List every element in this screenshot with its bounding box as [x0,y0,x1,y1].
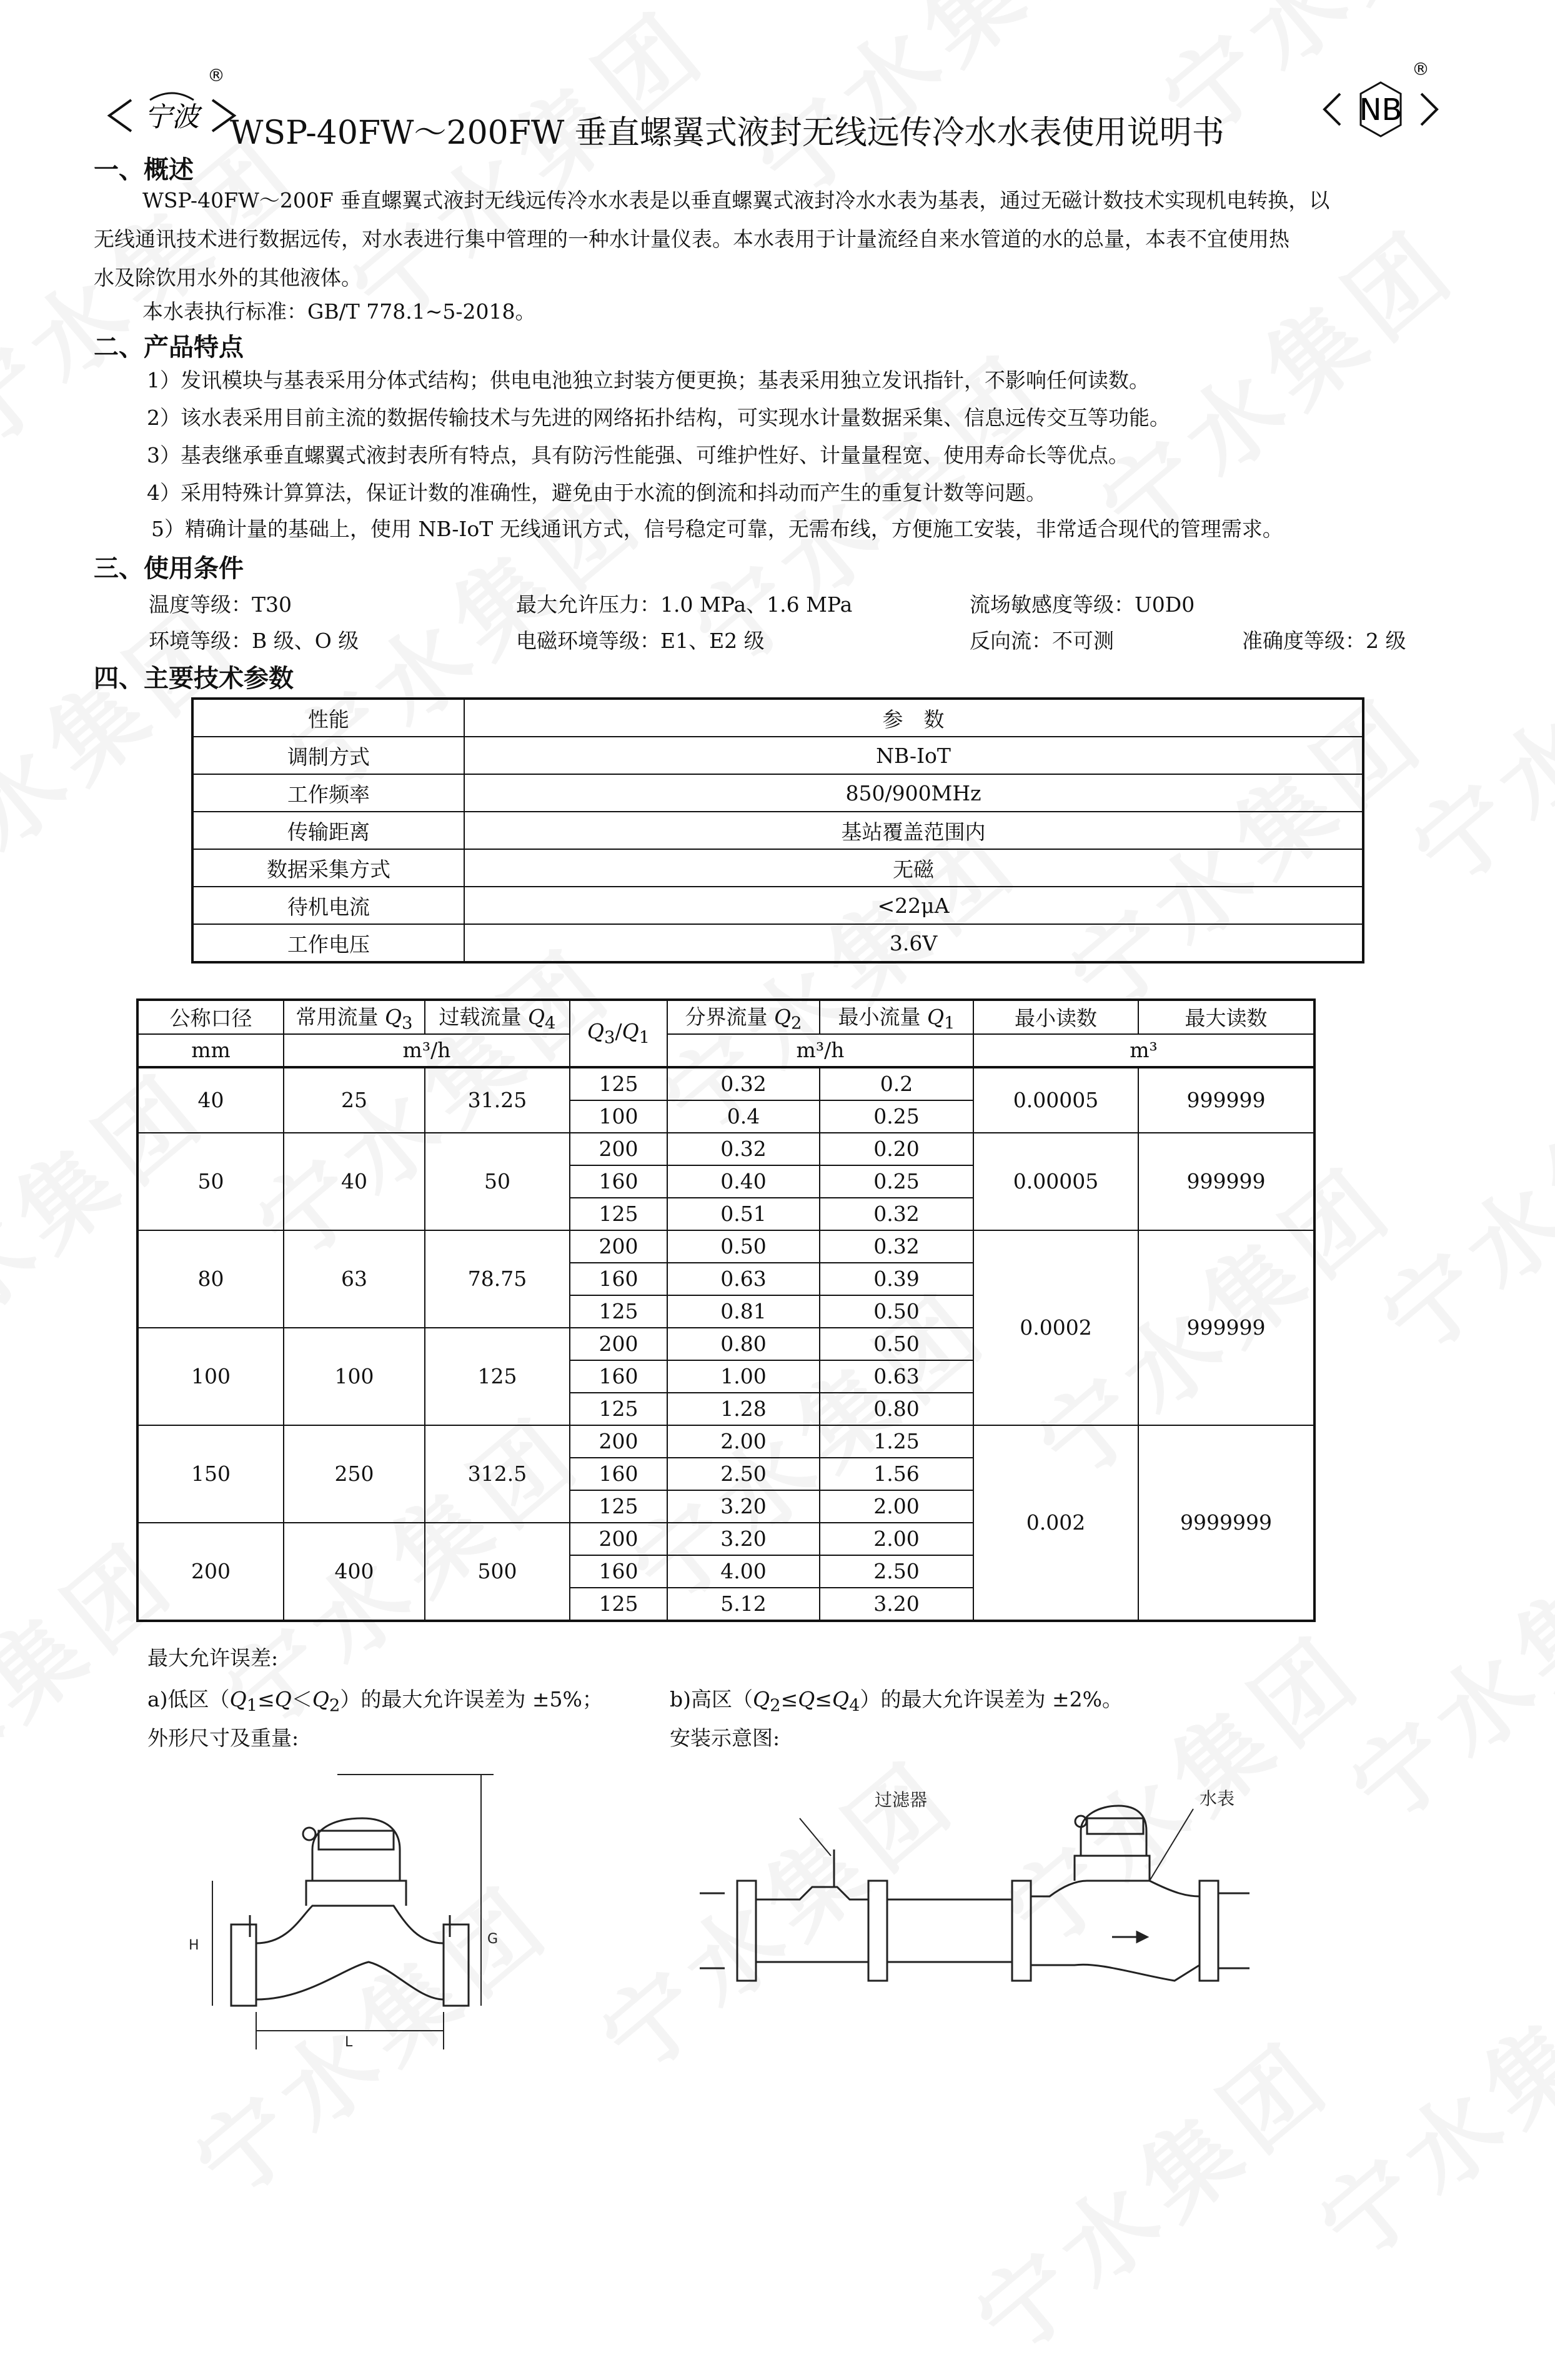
ningbo-logo [106,65,237,151]
meter-label: 水表 [1200,1788,1235,1809]
cell-min-reading: 0.0002 [973,1230,1138,1425]
cell-ratio: 200 [570,1328,667,1360]
cell-dn: 50 [137,1133,284,1230]
feature-1: 1）发讯模块与基表采用分体式结构；供电电池独立封装方便更换；基表采用独立发讯指针，不影响任何读数。 [147,368,1150,392]
table-row [137,1067,1314,1100]
cell-q1: 2.00 [820,1490,973,1523]
cell-q4: 31.25 [425,1067,570,1133]
registered-mark: ® [207,65,225,86]
feature-2: 2）该水表采用目前主流的数据传输技术与先进的网络拓扑结构，可实现水计量数据采集、信息远传交互等功能。 [147,406,1170,430]
cell-q2: 0.32 [667,1133,820,1165]
cond-temperature: 温度等级：T30 [149,592,292,617]
spec-value: 3.6V [464,924,1363,962]
cell-max-reading: 9999999 [1138,1425,1314,1621]
watermark-text [1318,1473,1555,1850]
cell-q4: 50 [425,1133,570,1230]
section-heading-conditions: 三、使用条件 [94,554,244,583]
cell-q1: 0.50 [820,1328,973,1360]
cell-q3: 400 [284,1523,425,1621]
watermark-text [1287,1910,1555,2287]
cell-q2: 4.00 [667,1555,820,1588]
spec-value: <22μA [464,887,1363,924]
feature-5: 5）精确计量的基础上，使用 NB-IoT 无线通讯方式，信号稳定可靠，无需布线，方便施工安装，非常适合现代的管理需求。 [151,517,1283,541]
cell-q4: 500 [425,1523,570,1621]
table-row [192,774,1363,812]
header-ratio: $Q_3/Q_1$ [570,1000,667,1067]
cell-q2: 0.80 [667,1328,820,1360]
section-heading-parameters: 四、主要技术参数 [94,664,294,693]
header-q2: 分界流量 $Q_2$ [667,1000,820,1034]
nb-logo [1318,59,1443,151]
cell-q3: 40 [284,1133,425,1230]
cell-dn: 100 [137,1328,284,1425]
install-label: 安装示意图: [670,1726,780,1750]
unit-m3h-b: m³/h [667,1034,973,1067]
table-row [192,849,1363,887]
cell-q1: 2.50 [820,1555,973,1588]
watermark-text [943,2004,1356,2380]
cell-q2: 0.40 [667,1165,820,1198]
cond-flow-sensitivity: 流场敏感度等级：U0D0 [970,592,1195,617]
cell-q2: 0.63 [667,1263,820,1295]
cell-ratio: 125 [570,1588,667,1621]
section-heading-overview: 一、概述 [94,156,194,184]
spec-value: 850/900MHz [464,774,1363,812]
cell-q2: 1.28 [667,1393,820,1425]
dims-label: 外形尺寸及重量: [147,1726,299,1750]
cell-q2: 3.20 [667,1523,820,1555]
installation-drawing [700,1787,1274,2027]
cell-q3: 250 [284,1425,425,1523]
cell-min-reading: 0.002 [973,1425,1138,1621]
cell-q1: 2.00 [820,1523,973,1555]
cell-ratio: 200 [570,1425,667,1458]
spec-property: 数据采集方式 [192,849,464,887]
page-title: WSP-40FW～200FW 垂直螺翼式液封无线远传冷水水表使用说明书 [230,114,1225,152]
overview-line-1: WSP-40FW～200F 垂直螺翼式液封无线远传冷水水表是以垂直螺翼式液封冷水水表为基表，通过无磁计数技术实现机电转换，以 [142,188,1330,212]
cond-pressure: 最大允许压力：1.0 MPa、1.6 MPa [516,592,853,617]
cell-ratio: 160 [570,1263,667,1295]
cell-q2: 0.51 [667,1198,820,1230]
cell-q2: 0.50 [667,1230,820,1263]
cell-ratio: 125 [570,1198,667,1230]
watermark-text [1381,535,1555,912]
spec-header-property: 性能 [192,699,464,737]
cell-q1: 3.20 [820,1588,973,1621]
cell-q4: 78.75 [425,1230,570,1328]
cell-q1: 0.32 [820,1230,973,1263]
cell-q2: 2.50 [667,1458,820,1490]
cell-q2: 0.4 [667,1100,820,1133]
table-row [192,737,1363,774]
dim-h-label: H [189,1938,199,1953]
cell-q3: 25 [284,1067,425,1133]
cell-ratio: 200 [570,1133,667,1165]
overview-line-2: 无线通讯技术进行数据远传，对水表进行集中管理的一种水计量仪表。本水表用于计量流经自来水管道的水的总量，本表不宜使用热 [94,227,1289,251]
cell-min-reading: 0.00005 [973,1133,1138,1230]
unit-m3: m³ [973,1034,1314,1067]
spec-property: 待机电流 [192,887,464,924]
header-dn: 公称口径 [137,1000,284,1034]
header-q4: 过载流量 $Q_4$ [425,1000,570,1034]
cell-max-reading: 999999 [1138,1230,1314,1425]
cell-q2: 5.12 [667,1588,820,1621]
header-q1: 最小流量 $Q_1$ [820,1000,973,1034]
error-low-zone: a)低区$(Q_1\le Q<Q_2)$的最大允许误差为 ±5%； [147,1687,603,1716]
cell-q1: 0.63 [820,1360,973,1393]
cell-ratio: 125 [570,1393,667,1425]
cell-max-reading: 999999 [1138,1133,1314,1230]
cell-q4: 312.5 [425,1425,570,1523]
logo-right-text: NB [1359,92,1403,127]
spec-value: 无磁 [464,849,1363,887]
cond-accuracy: 准确度等级：2 级 [1242,629,1406,653]
header-max-reading: 最大读数 [1138,1000,1314,1034]
cell-ratio: 200 [570,1523,667,1555]
section-heading-features: 二、产品特点 [94,333,244,362]
feature-3: 3）基表继承垂直螺翼式液封表所有特点，具有防污性能强、可维护性好、计量量程宽、使用寿命长等优点。 [147,443,1129,467]
logo-left-text: 宁波 [144,101,199,133]
spec-property: 工作频率 [192,774,464,812]
spec-property: 调制方式 [192,737,464,774]
cell-q1: 0.50 [820,1295,973,1328]
registered-mark: ® [1412,59,1429,79]
error-high-zone: b)高区$(Q_2\le Q\le Q_4)$的最大允许误差为 ±2%。 [670,1687,1123,1716]
dim-l-label: L [345,2034,353,2050]
cell-ratio: 160 [570,1458,667,1490]
cell-ratio: 160 [570,1555,667,1588]
cell-q3: 63 [284,1230,425,1328]
unit-mm: mm [137,1034,284,1067]
error-label: 最大允许误差: [147,1646,279,1670]
cell-q1: 0.32 [820,1198,973,1230]
table-row [192,812,1363,849]
cell-ratio: 200 [570,1230,667,1263]
cell-ratio: 125 [570,1067,667,1100]
cell-max-reading: 999999 [1138,1067,1314,1133]
dim-g-label: G [487,1931,499,1947]
cell-q1: 0.25 [820,1165,973,1198]
cell-dn: 80 [137,1230,284,1328]
cond-reverse-flow: 反向流：不可测 [970,629,1114,653]
cell-q2: 1.00 [667,1360,820,1393]
cell-q1: 0.80 [820,1393,973,1425]
cell-dn: 150 [137,1425,284,1523]
dimension-drawing [181,1762,506,2064]
cell-q1: 0.2 [820,1067,973,1100]
cell-ratio: 160 [570,1165,667,1198]
cell-q2: 0.32 [667,1067,820,1100]
table-row [137,1230,1314,1263]
cell-dn: 200 [137,1523,284,1621]
overview-standard: 本水表执行标准：GB/T 778.1~5-2018。 [142,299,536,324]
cell-q1: 0.20 [820,1133,973,1165]
spec-property: 工作电压 [192,924,464,962]
spec-table [191,697,1364,963]
cell-q2: 2.00 [667,1425,820,1458]
cell-q2: 0.81 [667,1295,820,1328]
cell-ratio: 100 [570,1100,667,1133]
cell-dn: 40 [137,1067,284,1133]
header-q3: 常用流量 $Q_3$ [284,1000,425,1034]
filter-label: 过滤器 [875,1790,928,1810]
cell-q2: 3.20 [667,1490,820,1523]
cell-q4: 125 [425,1328,570,1425]
cond-environment: 环境等级：B 级、O 级 [149,629,359,653]
spec-header-value: 参 数 [464,699,1363,737]
feature-4: 4）采用特殊计算算法，保证计数的准确性，避免由于水流的倒流和抖动而产生的重复计数等问题。 [147,480,1046,505]
cell-ratio: 125 [570,1295,667,1328]
unit-m3h-a: m³/h [284,1034,570,1067]
table-row [137,1133,1314,1165]
cell-ratio: 160 [570,1360,667,1393]
cell-q1: 0.39 [820,1263,973,1295]
cell-ratio: 125 [570,1490,667,1523]
flow-table [136,998,1316,1622]
table-row [192,887,1363,924]
overview-line-3: 水及除饮用水外的其他液体。 [94,266,362,290]
cell-min-reading: 0.00005 [973,1067,1138,1133]
cell-q1: 0.25 [820,1100,973,1133]
watermark-text [1349,1004,1555,1381]
spec-value: NB-IoT [464,737,1363,774]
header-min-reading: 最小读数 [973,1000,1138,1034]
spec-property: 传输距离 [192,812,464,849]
cell-q3: 100 [284,1328,425,1425]
cell-q1: 1.25 [820,1425,973,1458]
spec-value: 基站覆盖范围内 [464,812,1363,849]
cond-emc: 电磁环境等级：E1、E2 级 [516,629,765,653]
cell-q1: 1.56 [820,1458,973,1490]
table-row [137,1425,1314,1458]
table-row [192,924,1363,962]
